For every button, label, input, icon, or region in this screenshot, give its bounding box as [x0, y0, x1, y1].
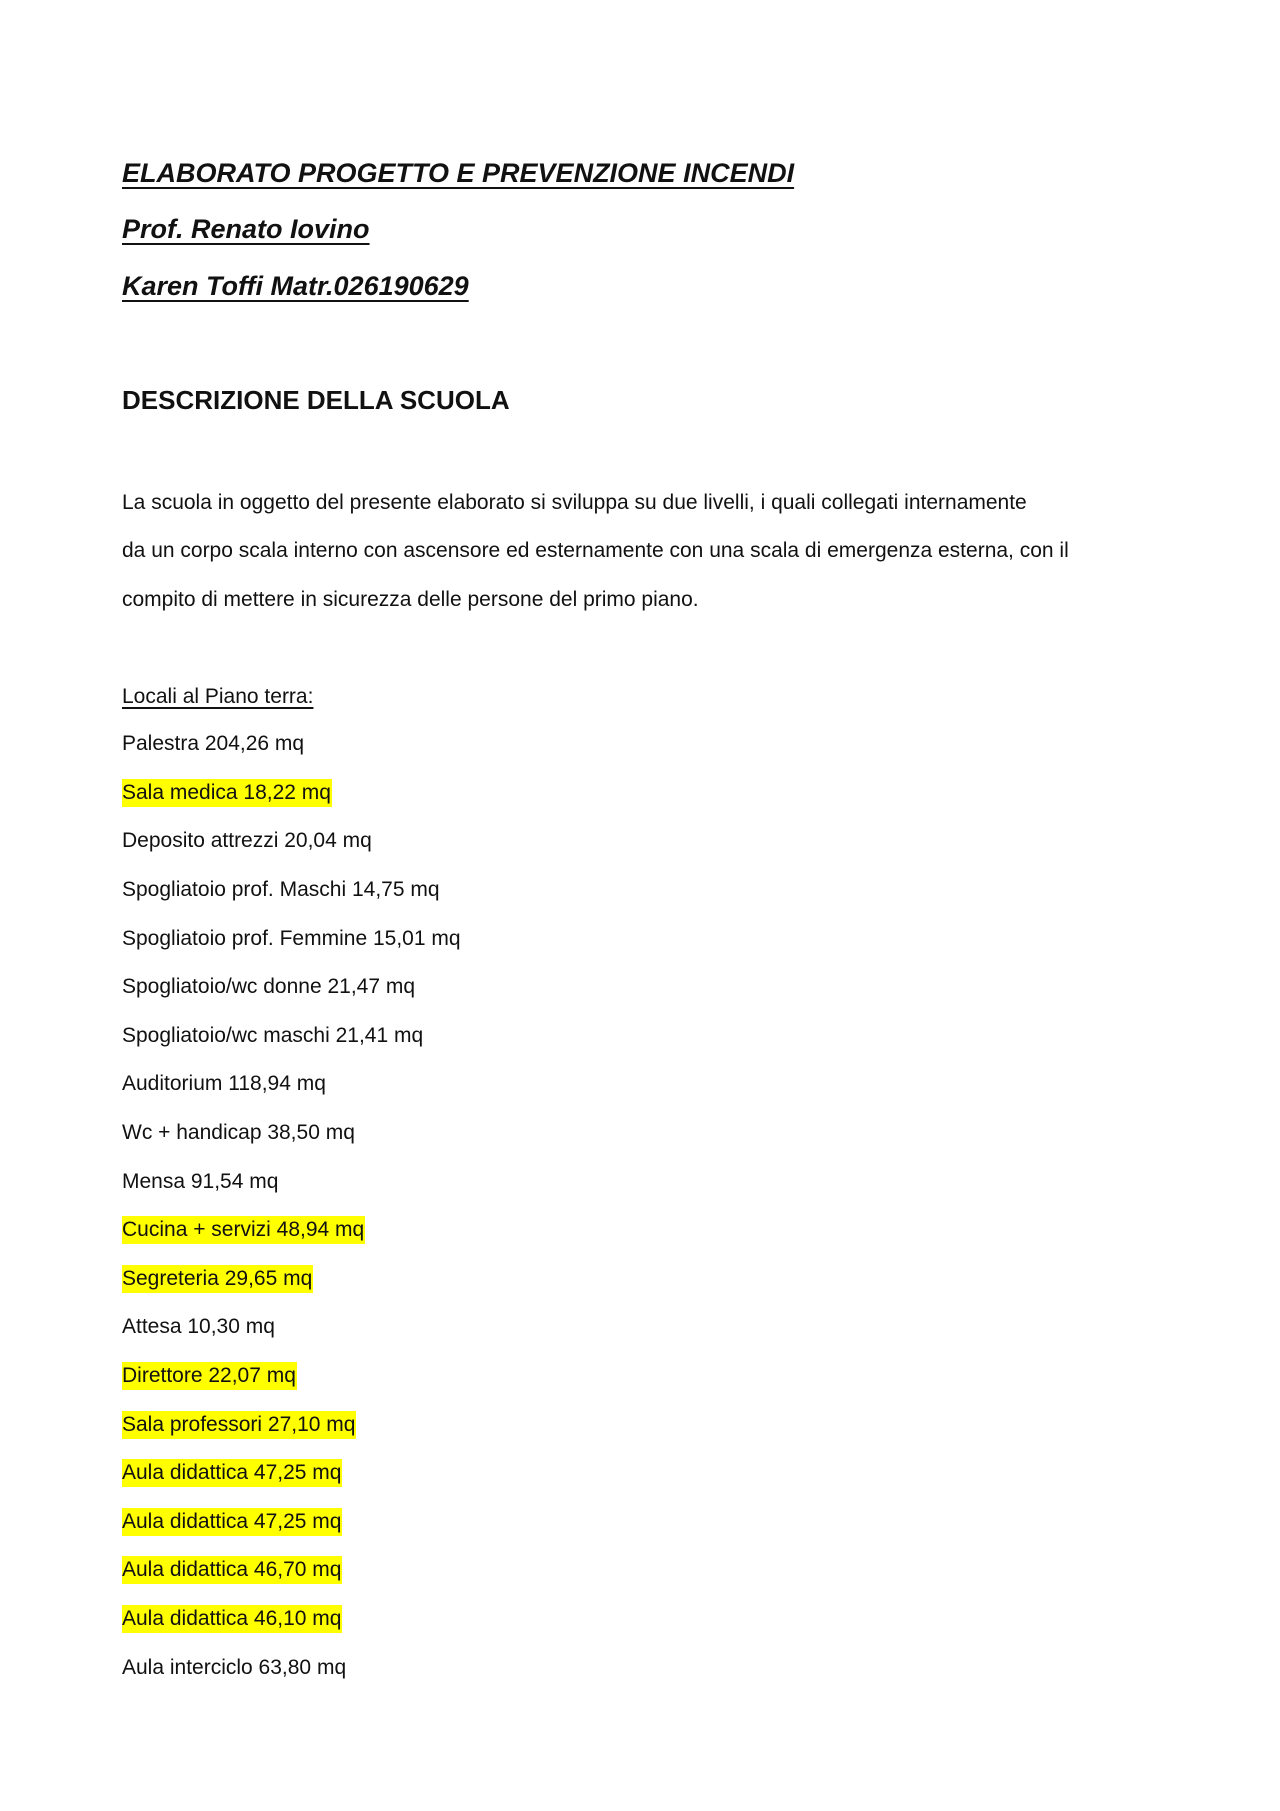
room-text: Wc + handicap 38,50 mq: [122, 1121, 355, 1145]
room-text: Spogliatoio prof. Femmine 15,01 mq: [122, 926, 461, 950]
room-text: Palestra 204,26 mq: [122, 732, 305, 756]
room-text: Spogliatoio prof. Maschi 14,75 mq: [122, 878, 440, 902]
paragraph-line: La scuola in oggetto del presente elaborato si sviluppa su due livelli, i quali collegati internamente: [122, 491, 1027, 514]
room-text: Aula interciclo 63,80 mq: [122, 1655, 347, 1679]
room-item: [122, 1012, 462, 1061]
room-item: [122, 769, 462, 818]
room-item: [122, 1595, 462, 1644]
room-item: [122, 1643, 462, 1692]
room-text-highlighted: Aula didattica 47,25 mq: [122, 1508, 342, 1536]
room-text-highlighted: Aula didattica 46,70 mq: [122, 1556, 342, 1584]
room-item: [122, 1303, 462, 1352]
room-item: [122, 1352, 462, 1401]
room-item: [122, 817, 462, 866]
room-item: [122, 1449, 462, 1498]
room-item: [122, 1157, 462, 1206]
list-title: Locali al Piano terra:: [122, 685, 314, 708]
room-item: [122, 1498, 462, 1547]
room-text-highlighted: Sala professori 27,10 mq: [122, 1411, 356, 1439]
room-item: [122, 1400, 462, 1449]
room-text-highlighted: Direttore 22,07 mq: [122, 1362, 297, 1390]
room-item: [122, 866, 462, 915]
room-text-highlighted: Segreteria 29,65 mq: [122, 1265, 313, 1293]
room-item: [122, 1206, 462, 1255]
professor-name: Prof. Renato Iovino: [122, 214, 370, 244]
room-item: [122, 963, 462, 1012]
student-name: Karen Toffi Matr.026190629: [122, 271, 469, 301]
room-text: Spogliatoio/wc maschi 21,41 mq: [122, 1023, 424, 1047]
document-title: ELABORATO PROGETTO E PREVENZIONE INCENDI: [122, 158, 795, 188]
room-text: Mensa 91,54 mq: [122, 1169, 279, 1193]
room-text-highlighted: Aula didattica 46,10 mq: [122, 1605, 342, 1633]
room-item: [122, 1109, 462, 1158]
room-text-highlighted: Sala medica 18,22 mq: [122, 779, 332, 807]
room-item: [122, 1255, 462, 1304]
paragraph-line: compito di mettere in sicurezza delle persone del primo piano.: [122, 588, 699, 611]
room-item: [122, 914, 462, 963]
room-text: Auditorium 118,94 mq: [122, 1072, 326, 1096]
room-text-highlighted: Aula didattica 47,25 mq: [122, 1459, 342, 1487]
room-text-highlighted: Cucina + servizi 48,94 mq: [122, 1216, 365, 1244]
room-item: [122, 720, 462, 769]
room-text: Attesa 10,30 mq: [122, 1315, 275, 1339]
room-list: [122, 720, 462, 1692]
room-text: Deposito attrezzi 20,04 mq: [122, 829, 372, 853]
paragraph-line: da un corpo scala interno con ascensore ed esternamente con una scala di emergenza esterna, con il: [122, 539, 1069, 562]
section-title: DESCRIZIONE DELLA SCUOLA: [122, 385, 510, 415]
room-item: [122, 1546, 462, 1595]
room-text: Spogliatoio/wc donne 21,47 mq: [122, 975, 416, 999]
room-item: [122, 1060, 462, 1109]
